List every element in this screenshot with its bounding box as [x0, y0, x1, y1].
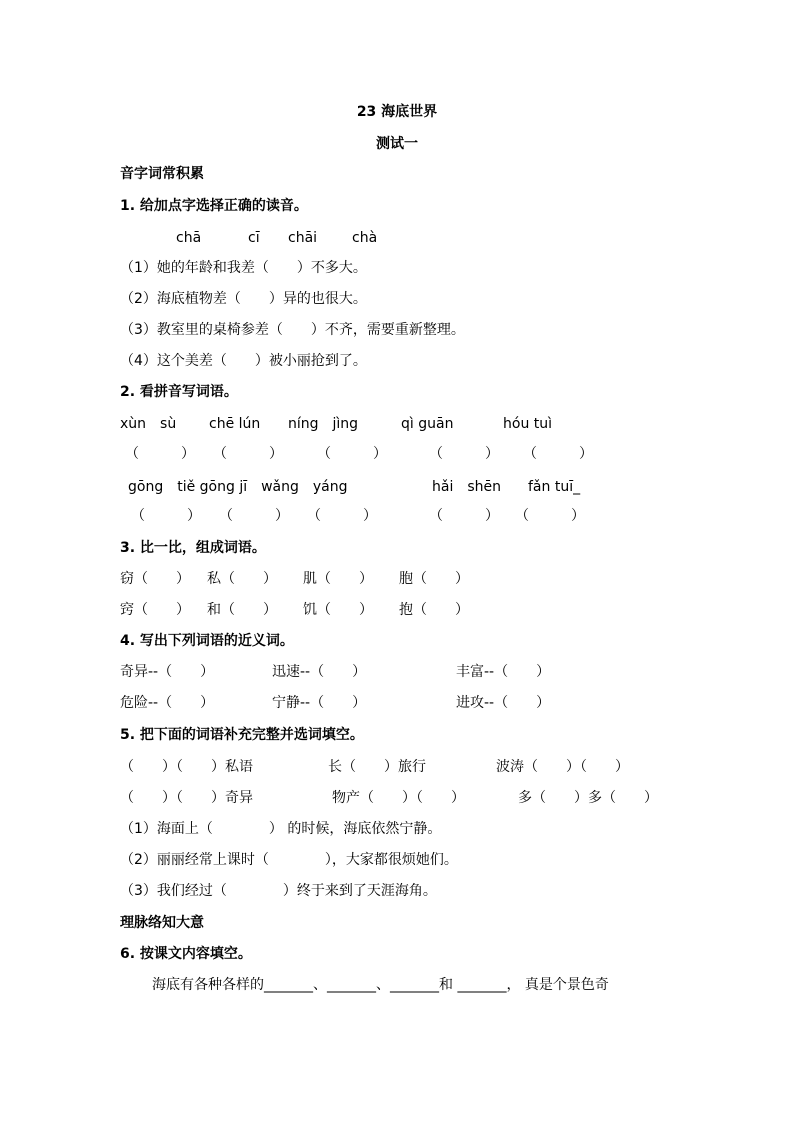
answer-blank[interactable]: （ ） [219, 508, 289, 524]
question-4-heading: 4. 写出下列词语的近义词。 [120, 633, 294, 649]
answer-blank[interactable]: （ ） [429, 446, 499, 462]
pinyin-word: hóu tuì [503, 416, 553, 432]
word-pair-item: 胞（ ） [399, 571, 469, 587]
word-pair-item: 窍（ ） [120, 602, 190, 618]
word-pair-item: 饥（ ） [303, 602, 373, 618]
synonym-item: 宁静--（ ） [272, 695, 367, 711]
question-1-heading: 1. 给加点字选择正确的读音。 [120, 198, 308, 214]
pinyin-option: cī [248, 230, 260, 246]
pinyin-word: níng jìng [288, 416, 359, 432]
synonym-item: 进攻--（ ） [456, 695, 551, 711]
answer-blank[interactable]: （ ） [213, 446, 283, 462]
question-5-heading: 5. 把下面的词语补充完整并选词填空。 [120, 727, 364, 743]
word-pair-item: 抱（ ） [399, 602, 469, 618]
pinyin-option: chāi [288, 230, 318, 246]
synonym-item: 丰富--（ ） [456, 664, 551, 680]
fill-sentence-item: （2）丽丽经常上课时（ ），大家都很烦她们。 [120, 852, 458, 868]
answer-blank[interactable]: （ ） [515, 508, 585, 524]
synonym-item: 危险--（ ） [120, 695, 215, 711]
pinyin-word: fǎn tuī_ [528, 479, 581, 495]
word-pair-item: 肌（ ） [303, 571, 373, 587]
pinyin-word: chē lún [209, 416, 261, 432]
question-3-heading: 3. 比一比，组成词语。 [120, 540, 266, 556]
answer-blank[interactable]: （ ） [131, 508, 201, 524]
answer-blank[interactable]: （ ） [125, 446, 195, 462]
question-6-heading: 6. 按课文内容填空。 [120, 946, 252, 962]
fill-passage: 海底有各种各样的_______、_______、_______和 _______， 真是个景色奇 [152, 977, 609, 993]
page-title: 23 海底世界 [356, 104, 438, 120]
word-pair-item: 和（ ） [207, 602, 277, 618]
pinyin-word: hǎi shēn [432, 479, 501, 495]
fill-sentence-item: （3）我们经过（ ）终于来到了天涯海角。 [120, 883, 437, 899]
synonym-item: 迅速--（ ） [272, 664, 367, 680]
fill-sentence-item: （1）海面上（ ） 的时候，海底依然宁静。 [120, 821, 442, 837]
page-subtitle: 测试一 [376, 136, 418, 152]
idiom-item: （ ）（ ）私语 [120, 759, 253, 775]
answer-blank[interactable]: （ ） [429, 508, 499, 524]
idiom-item: 多（ ）多（ ） [518, 790, 658, 806]
question-1-item: （3）教室里的桌椅参差（ ）不齐，需要重新整理。 [120, 322, 465, 338]
idiom-item: 长（ ）旅行 [328, 759, 426, 775]
question-1-item: （1）她的年龄和我差（ ）不多大。 [120, 260, 367, 276]
section-heading-outline: 理脉络知大意 [120, 915, 204, 931]
pinyin-word: gōng tiě gōng jī wǎng yáng [128, 479, 348, 495]
idiom-item: 波涛（ ）（ ） [496, 759, 629, 775]
pinyin-option: chà [352, 230, 378, 246]
pinyin-word: xùn sù [120, 416, 177, 432]
word-pair-item: 窃（ ） [120, 571, 190, 587]
answer-blank[interactable]: （ ） [317, 446, 387, 462]
pinyin-option: chā [176, 230, 202, 246]
answer-blank[interactable]: （ ） [523, 446, 593, 462]
answer-blank[interactable]: （ ） [307, 508, 377, 524]
question-1-item: （2）海底植物差（ ）异的也很大。 [120, 291, 367, 307]
word-pair-item: 私（ ） [207, 571, 277, 587]
pinyin-word: qì guān [401, 416, 454, 432]
question-2-heading: 2. 看拼音写词语。 [120, 384, 238, 400]
idiom-item: （ ）（ ）奇异 [120, 790, 253, 806]
synonym-item: 奇异--（ ） [120, 664, 215, 680]
idiom-item: 物产（ ）（ ） [332, 790, 465, 806]
section-heading-vocabulary: 音字词常积累 [120, 166, 204, 182]
question-1-item: （4）这个美差（ ）被小丽抢到了。 [120, 353, 367, 369]
